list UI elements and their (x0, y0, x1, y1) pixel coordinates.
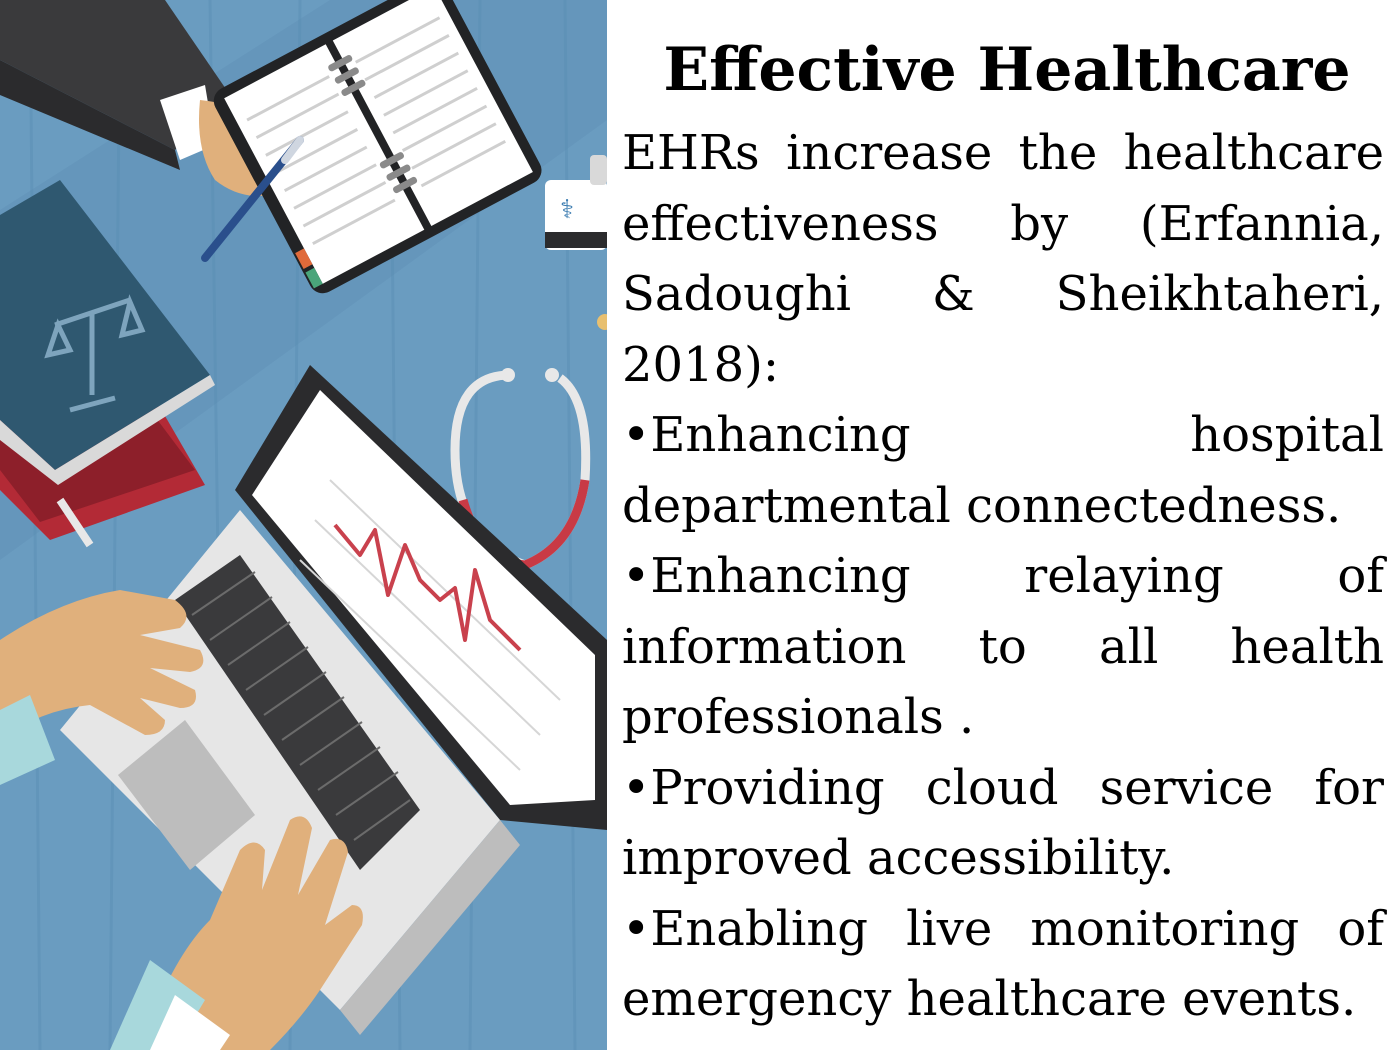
slide-content (622, 28, 1384, 1035)
bullet-item: •Providing cloud service for improved accessibility. (622, 759, 1384, 886)
bullet-item: •Enhancing relaying of information to all health professionals . (622, 548, 1384, 745)
intro-paragraph: EHRs increase the healthcare effectiveness by (Erfannia, Sadoughi & Sheikhtaheri, 2018): (622, 125, 1384, 393)
healthcare-illustration (0, 0, 607, 1050)
bullet-item: •Enhancing hospital departmental connectedness. (622, 407, 1384, 534)
svg-text:⚕: ⚕ (560, 195, 575, 225)
bullet-item: •Enabling live monitoring of emergency healthcare events. (622, 900, 1384, 1027)
slide-title: Effective Healthcare (663, 35, 1351, 105)
